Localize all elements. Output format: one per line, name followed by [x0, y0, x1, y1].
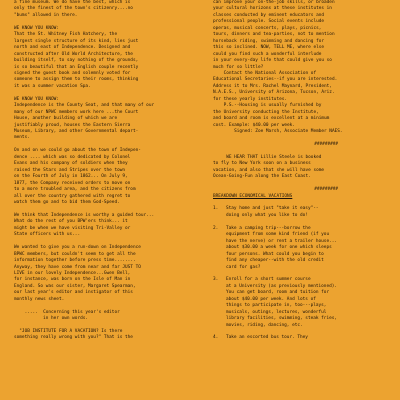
- left-column: [14, 0, 204, 342]
- list-item-text-line: Stay home and just "take it easy"--: [226, 206, 319, 212]
- text-line: monthly news sheet.: [14, 296, 65, 302]
- text-line: this so inclined. NOW, TELL ME, where else: [213, 45, 325, 51]
- text-line: operas, musical concerts, plays, picnics,: [213, 25, 322, 31]
- text-line: Contact the National Association of: [213, 70, 317, 76]
- text-line: largest single structure of its kind, lies just: [14, 38, 139, 44]
- list-item-text-line: equipment from some kind friend (if you: [226, 232, 330, 238]
- text-line: all over the country gathered with regret to: [14, 193, 131, 199]
- list-item-text-line: You can get board, room and tuition for: [226, 290, 330, 296]
- text-line: State officers with us...: [14, 232, 81, 238]
- text-line: ments.: [14, 135, 30, 141]
- text-line: to a more troubled area, and the citizens from: [14, 187, 136, 193]
- text-line: We wanted to give you a run-down on Independence: [14, 245, 141, 251]
- text-line: vacation, and also that she will have some: [213, 167, 325, 173]
- list-item-text-line: about $40.00 per week. And lots of: [226, 296, 316, 302]
- text-line: it was a summer vacation Spa.: [14, 83, 91, 89]
- text-line: Educational Secretaries--if you are interested.: [213, 77, 338, 83]
- text-line: can improve your on-the-job skills, or broaden: [213, 0, 335, 5]
- text-line: for instance, was born on the Isle of Man in: [14, 277, 131, 283]
- list-item-number: 4.: [213, 335, 219, 341]
- vacation-list-item: [213, 277, 397, 329]
- text-line: WE HEAR THAT Lillie Steele is booked: [213, 154, 322, 160]
- text-line: information together before press time........: [14, 258, 136, 264]
- text-line: Address it to Mrs. Rachel Maynard, President,: [213, 83, 332, 89]
- text-line: classes conducted by eminent educators and: [213, 12, 325, 18]
- text-line: That the St. Whitney Fish Hatchery, the: [14, 32, 118, 38]
- text-line: only the finest of the town's citizenry....no: [14, 6, 133, 12]
- text-line: might be when we have visiting Tri-Valley or: [14, 225, 131, 231]
- section-divider: #########: [271, 187, 339, 193]
- text-line: much for so little?: [213, 64, 264, 70]
- text-line: in her own words.: [14, 316, 89, 322]
- vacation-list-item: [213, 335, 397, 341]
- text-line: our last year's editor and instigator of this: [14, 290, 133, 296]
- text-line: House, another building of which we are: [14, 116, 118, 122]
- right-column: [213, 0, 397, 342]
- text-line: watch them go and to bid them God-Speed.: [14, 200, 120, 205]
- text-line: What do the rest of you BPW'ers think... it: [14, 219, 128, 225]
- text-line: England. So was our sister, Margaret Spearman,: [14, 283, 136, 289]
- text-line: LIVE in our lovely Independence...Gwen Bell,: [14, 270, 131, 276]
- list-item-number: 1.: [213, 206, 219, 212]
- text-line: P.S.--Housing is usually furnished by: [213, 103, 322, 109]
- text-line: Signed: Zoe Marsh, Associate Member NAES.: [213, 129, 343, 135]
- text-line: WE KNOW YOU KNOW:: [14, 25, 59, 31]
- text-line: your cultural horizons at these institutes in: [213, 6, 332, 12]
- text-line: tours, dinners and tea-parties, not to mention: [213, 32, 335, 38]
- text-line: Anyway, they have come from near and far JUST TO: [14, 264, 141, 270]
- text-line: north and east of Independence. Designed and: [14, 45, 131, 51]
- section-divider: #########: [271, 141, 339, 147]
- list-item-text-line: musicals, outings, lectures, wonderful: [226, 309, 327, 315]
- vacation-list-item: [213, 226, 397, 271]
- text-line: Ocean-Going-Fun along the East Coast.: [213, 174, 311, 180]
- text-line: horseback riding, swimming and dancing for: [213, 38, 325, 44]
- text-line: the University conducting the Institute,: [213, 109, 319, 115]
- text-line: 1877, the Company received orders to move on: [14, 180, 131, 186]
- text-line: something really wrong with you?" That is the: [14, 335, 133, 341]
- text-line: On and on we could go about the town of Indepen-: [14, 148, 141, 154]
- text-line: many of our NPWC members work here ...the Court: [14, 109, 139, 115]
- text-line: signed the guest book and solemnly voted for: [14, 70, 131, 76]
- text-line: professional people. Social events include: [213, 19, 325, 25]
- text-line: in your every-day life that could give you so: [213, 58, 332, 64]
- list-item-number: 3.: [213, 277, 219, 283]
- text-line: "JOB INSTITUTE FOR A VACATION? Is there: [14, 329, 123, 334]
- text-line: We think that Independence is worthy a guided tour...: [14, 212, 155, 218]
- text-line: is so beautiful that an English couple recently: [14, 64, 139, 70]
- text-line: on the Fourth of July in 1862... On July 9,: [14, 174, 128, 180]
- text-line: cost. Example: $40.00 per week.: [213, 122, 295, 128]
- text-line: raised the Stars and Stripes over the town: [14, 167, 126, 173]
- list-item-text-line: doing only what you like to do!: [226, 212, 308, 218]
- list-item-text-line: about $30.00 a week for one which sleeps: [226, 245, 332, 251]
- text-line: dence .... which was so dedicated by Colonel: [14, 154, 131, 160]
- text-line: ..... Concerning this year's editor: [14, 309, 120, 315]
- text-line: to fly to New York soon on a business: [213, 161, 311, 167]
- list-item-text-line: Take a camping trip---borrow the: [226, 225, 311, 231]
- text-line: BPWC members, but couldn't seem to get all the: [14, 251, 136, 257]
- list-item-text-line: Enroll for a short summer course: [226, 277, 311, 283]
- text-line: and board and room is excellent at a minimum: [213, 116, 330, 122]
- text-line: Evans and his company of soldiers when they: [14, 161, 128, 167]
- text-line: a fine museum. We do have the best, which is: [14, 0, 131, 5]
- text-line: constructed after Old World Architecture, the: [14, 51, 133, 57]
- list-item-text-line: library facilities, swimming, steak fries,: [226, 316, 338, 322]
- text-line: Independence is the County Seat, and that many of our: [14, 103, 155, 109]
- text-line: could you find such a wonderful interlude: [213, 51, 322, 57]
- text-line: N.A.E.S., University of Arizona, Tucson, Ariz.: [213, 90, 335, 96]
- text-line: "bums" allowed in there.: [14, 12, 78, 18]
- vacation-list-item: [213, 206, 397, 219]
- text-line: for these yearly institutes.: [213, 96, 288, 102]
- list-item-text-line: things to participate in, too---plays,: [226, 303, 327, 309]
- list-item-text-line: at a University (as previously mentioned).: [226, 283, 338, 289]
- text-line: justifiably proud, houses the Eastern Sierra: [14, 122, 131, 128]
- list-item-text-line: Take an escorted bus tour. They: [226, 335, 308, 341]
- list-item-text-line: find any cheaper--with the old credit: [226, 258, 324, 264]
- list-item-number: 2.: [213, 225, 219, 231]
- text-line: someone to assign them to their rooms, thinking: [14, 77, 139, 83]
- list-item-text-line: four persons. What could you begin to: [226, 251, 324, 257]
- text-line: building itself, to say nothing of the grounds,: [14, 58, 139, 64]
- section-heading: BREAKDOWN ECONOMICAL VACATIONS: [213, 193, 293, 199]
- list-item-text-line: have the nerve) or rent a trailer house...: [226, 238, 338, 244]
- list-item-text-line: movies, riding, dancing, etc.: [226, 322, 303, 328]
- text-line: WE KNOW YOU KNOW:: [14, 96, 59, 102]
- text-line: Museum, Library, and other Governmental depart-: [14, 129, 139, 135]
- list-item-text-line: card for gas?: [226, 264, 261, 270]
